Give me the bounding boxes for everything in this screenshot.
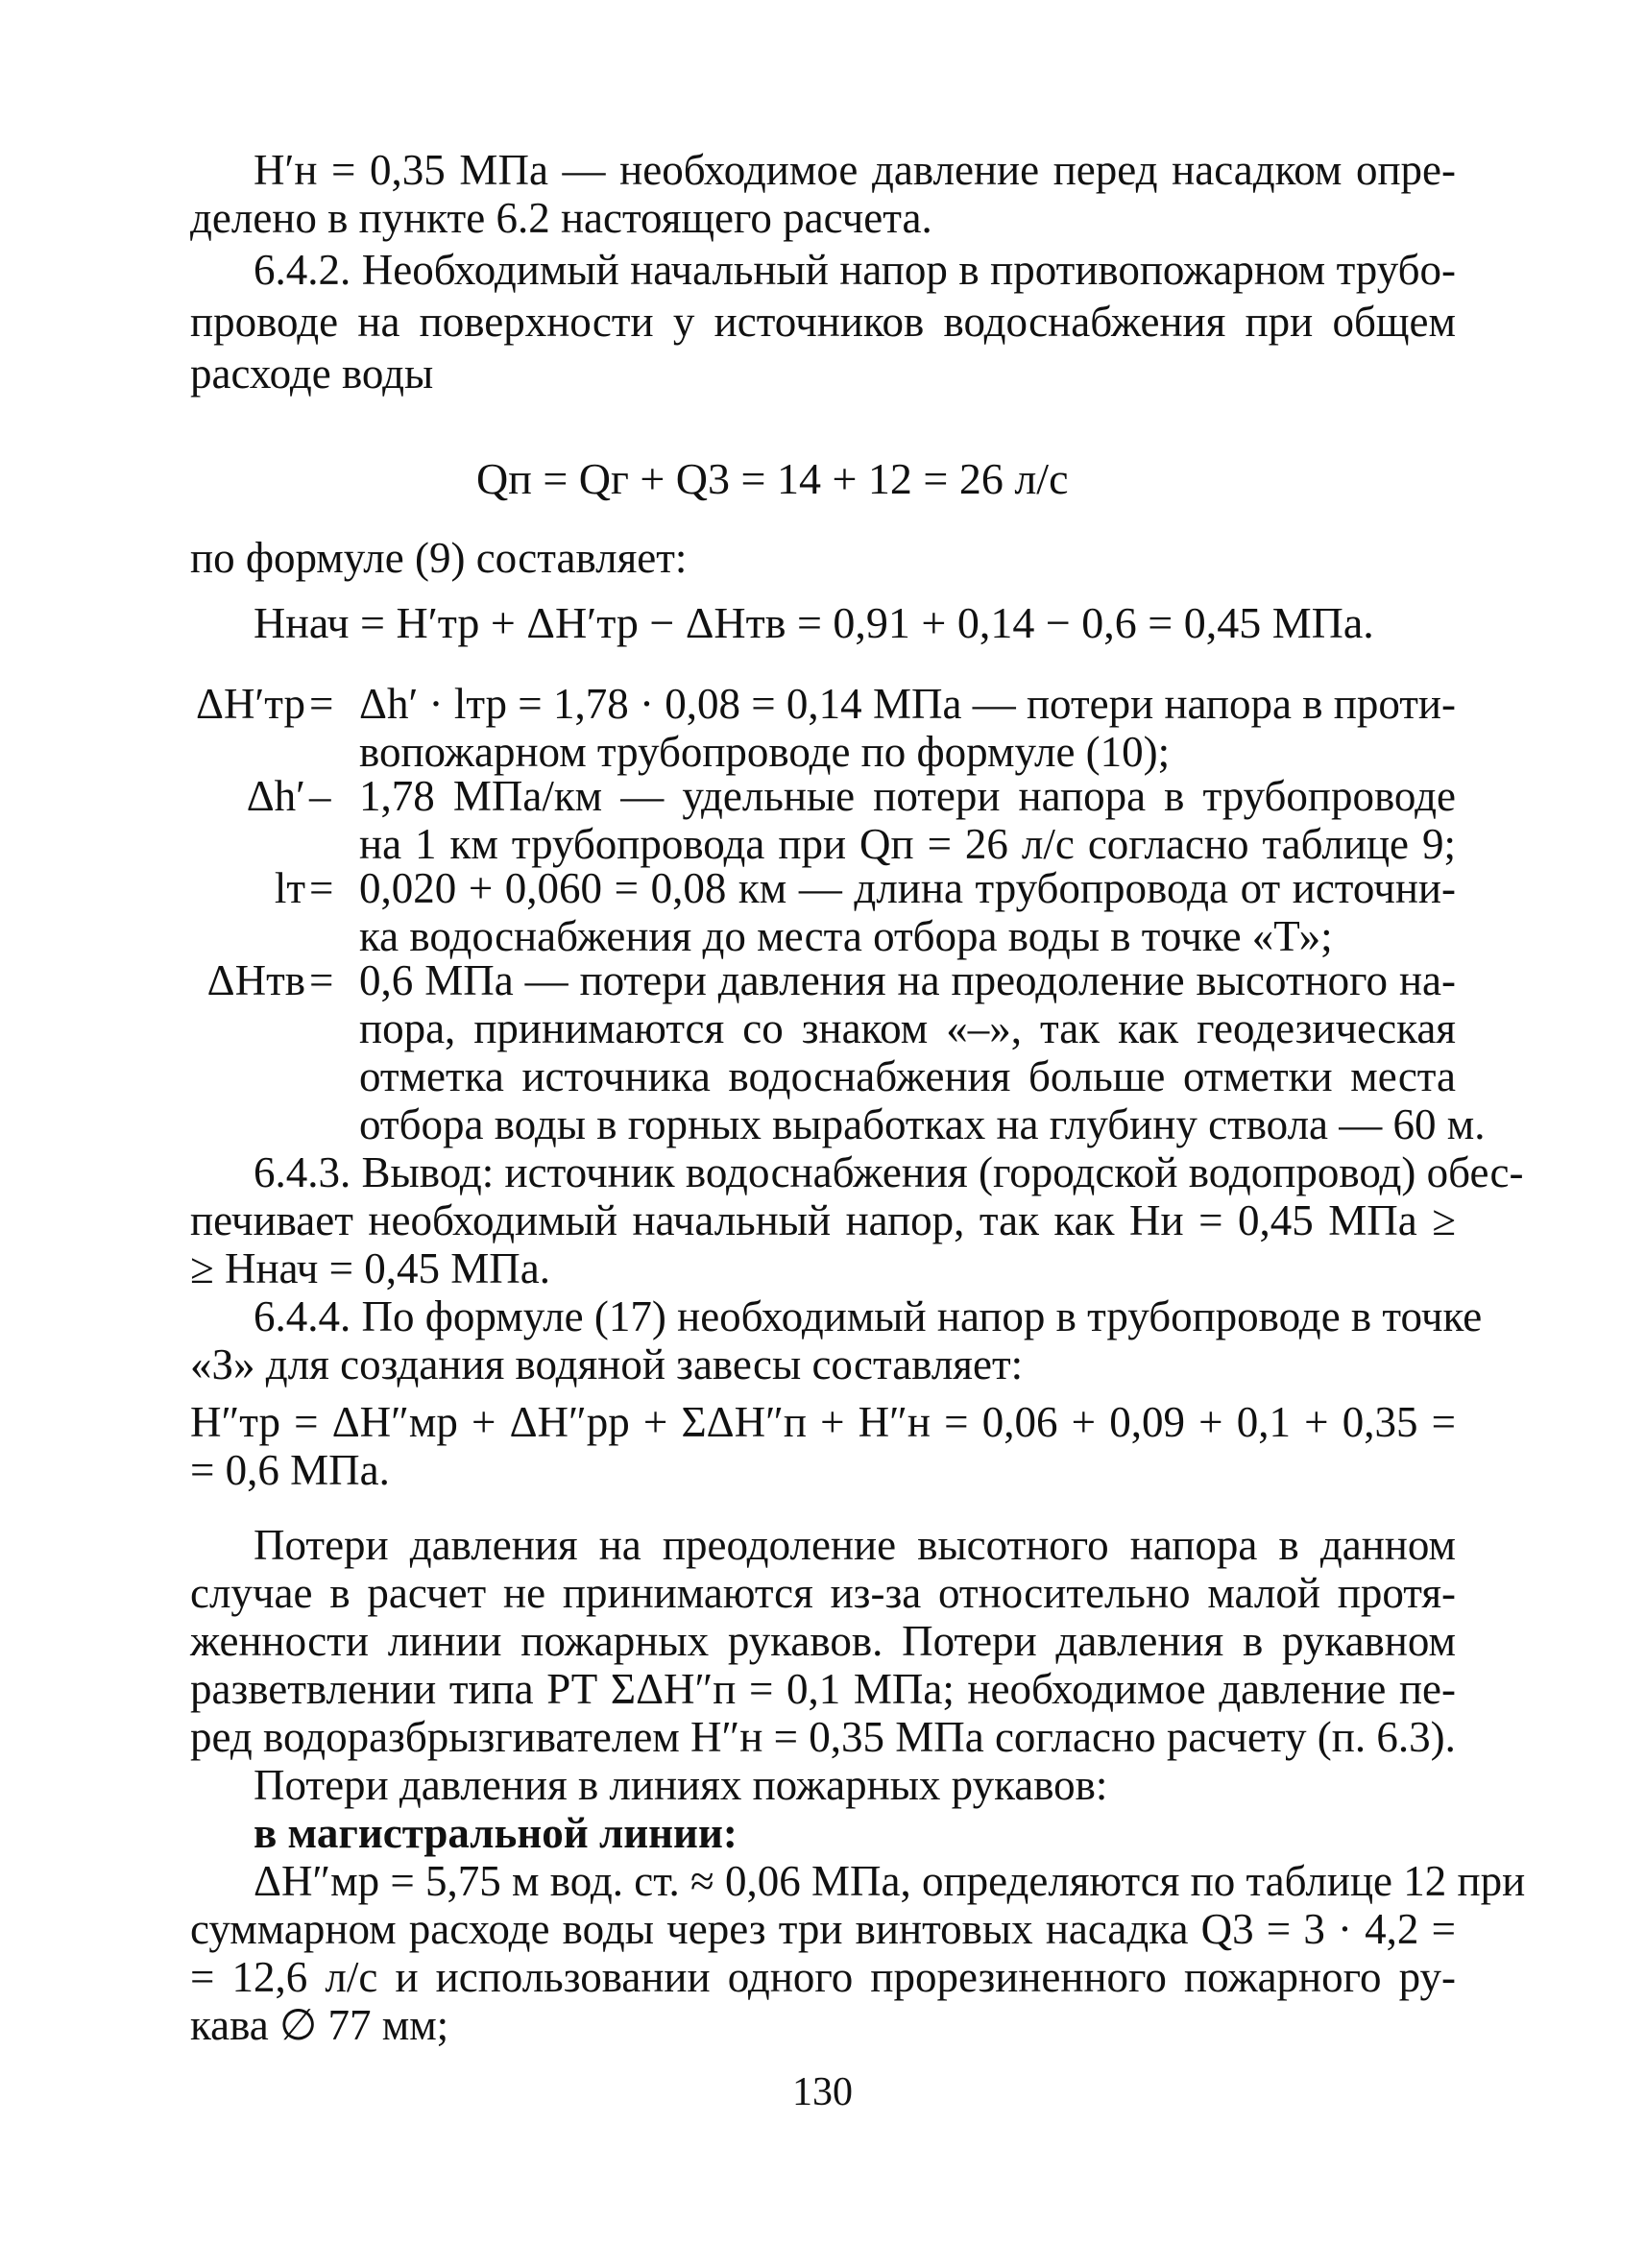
s643-line-1: 6.4.3. Вывод: источник водоснабжения (городской водопровод) обес- [254, 1148, 1524, 1196]
def-text-line: 0,6 МПа — потери давления на преодоление высотного на- [359, 956, 1456, 1004]
def-text-line: отбора воды в горных выработках на глубину ствола — 60 м. [359, 1100, 1486, 1148]
def-term-dh-tr: ΔH′тр [196, 680, 305, 728]
main-line-text: = 12,6 л/с и использовании одного прорезиненного пожарного ру- [190, 1953, 1456, 2001]
main-line-text: суммарном расходе воды через три винтовых насадка Q3 = 3 · 4,2 = [190, 1905, 1456, 1953]
page-number: 130 [792, 2070, 853, 2114]
s642-line-1: 6.4.2. Необходимый начальный напор в противопожарном трубо- [254, 246, 1456, 294]
s642-line-3: расходе воды [190, 350, 434, 398]
def-text-line: ка водоснабжения до места отбора воды в точке «Т»; [359, 912, 1333, 960]
def-sep: = [309, 680, 334, 728]
def-text-line: пора, принимаются со знаком «–», так как геодезическая [359, 1004, 1456, 1052]
losses-line: ред водоразбрызгивателем H″н = 0,35 МПа согласно расчету (п. 6.3). [190, 1713, 1456, 1761]
losses-line: разветвлении типа РТ ΣΔH″п = 0,1 МПа; необходимое давление пе- [190, 1665, 1456, 1713]
def-text-line: Δh′ · lтр = 1,78 · 0,08 = 0,14 МПа — потери напора в проти- [359, 680, 1456, 728]
losses-line: случае в расчет не принимаются из-за относительно малой протя- [190, 1569, 1456, 1617]
formula-h-zavesa-line-1: H″тр = ΔH″мр + ΔH″рр + ΣΔH″п + H″н = 0,06 + 0,09 + 0,1 + 0,35 = [190, 1398, 1456, 1446]
main-line-text: ΔH″мр = 5,75 м вод. ст. ≈ 0,06 МПа, определяются по таблице 12 при [254, 1857, 1526, 1905]
s644-line-1: 6.4.4. По формуле (17) необходимый напор в трубопроводе в точке [254, 1292, 1483, 1340]
def-text-line: на 1 км трубопровода при Qп = 26 л/с согласно таблице 9; [359, 820, 1456, 868]
losses-line: женности линии пожарных рукавов. Потери давления в рукавном [190, 1617, 1456, 1665]
s642-line-2: проводе на поверхности у источников водоснабжения при общем [190, 298, 1456, 346]
def-sep: = [309, 956, 334, 1004]
def-text-line: 0,020 + 0,060 = 0,08 км — длина трубопровода от источни- [359, 864, 1456, 912]
def-text-line: отметка источника водоснабжения больше отметки места [359, 1052, 1456, 1100]
s644-line-2: «З» для создания водяной завесы составляет: [190, 1340, 1024, 1388]
s643-line-2: печивает необходимый начальный напор, так как Hи = 0,45 МПа ≥ [190, 1196, 1456, 1244]
def-sep: = [309, 864, 334, 912]
main-line-heading: в магистральной линии: [254, 1809, 738, 1857]
def-term-dh-tv: ΔHтв [206, 956, 305, 1004]
intro-line-2: делено в пункте 6.2 настоящего расчета. [190, 194, 932, 242]
def-term-dh-specific: Δh′ [246, 772, 305, 820]
def-text-line: 1,78 МПа/км — удельные потери напора в трубопроводе [359, 772, 1456, 820]
losses-line: Потери давления на преодоление высотного напора в данном [254, 1521, 1456, 1569]
by-formula-9: по формуле (9) составляет: [190, 534, 688, 582]
formula-h-start: Hнач = H′тр + ΔH′тр − ΔHтв = 0,91 + 0,14 − 0,6 = 0,45 МПа. [254, 598, 1374, 647]
main-line-text: кава ∅ 77 мм; [190, 2001, 449, 2049]
def-sep: – [309, 772, 331, 820]
intro-line-1: H′н = 0,35 МПа — необходимое давление перед насадком опре- [254, 146, 1456, 194]
s643-line-3: ≥ Hнач = 0,45 МПа. [190, 1244, 550, 1292]
def-term-l-t: lт [274, 864, 305, 912]
formula-h-zavesa-line-2: = 0,6 МПа. [190, 1446, 390, 1494]
hose-lines-title: Потери давления в линиях пожарных рукавов: [254, 1761, 1108, 1809]
formula-q-total: Qп = Qг + Q3 = 14 + 12 = 26 л/с [476, 454, 1069, 503]
def-text-line: вопожарном трубопроводе по формуле (10); [359, 728, 1171, 776]
